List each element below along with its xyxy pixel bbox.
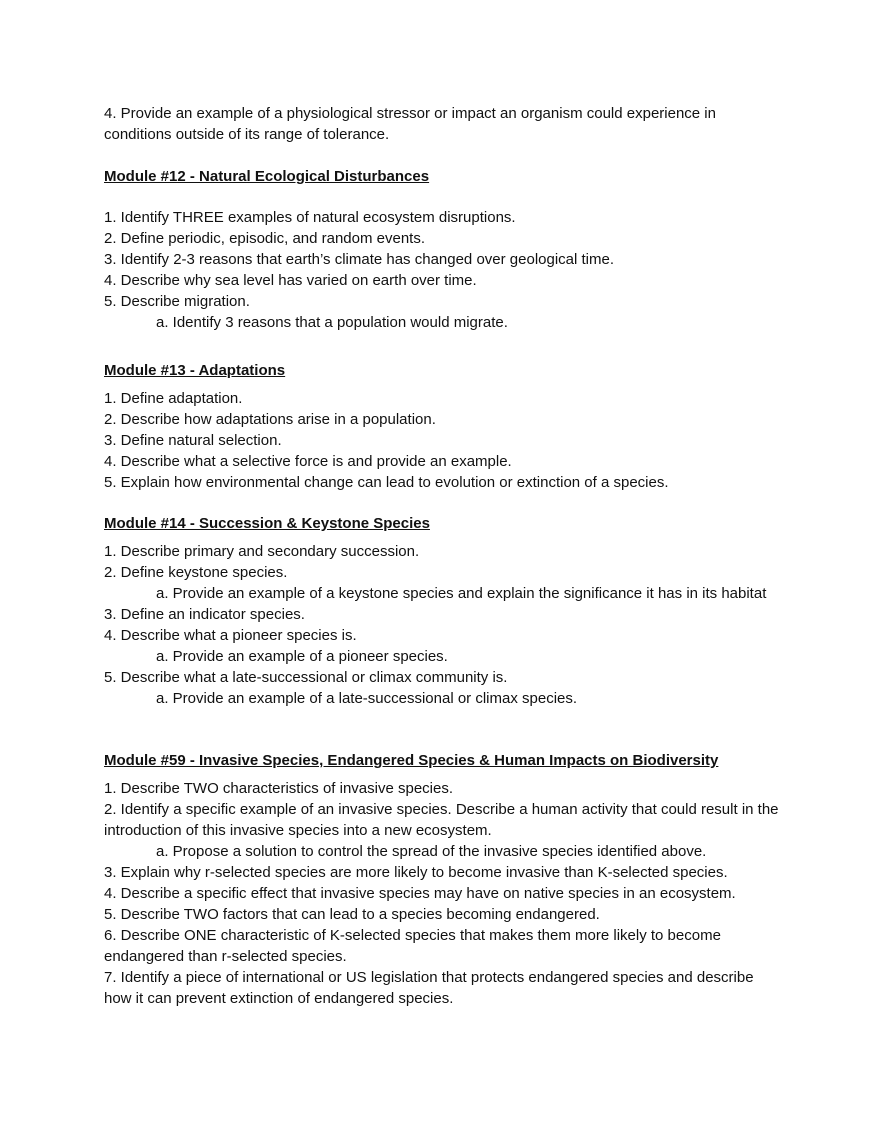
sub-question: a. Identify 3 reasons that a population would migrate. (156, 314, 508, 331)
question-item: 2. Identify a specific example of an invasive species. Describe a human activity that could result in the introduction of this invasive species into a new ecosystem. (104, 801, 779, 839)
intro-text: 4. Provide an example of a physiological stressor or impact an organism could experience in conditions outside of its range of tolerance. (104, 105, 716, 143)
question-item: 1. Describe primary and secondary succession. (104, 543, 420, 560)
question-item: 3. Explain why r-selected species are more likely to become invasive than K-selected species. (104, 864, 728, 881)
question-item: 3. Define natural selection. (104, 432, 282, 449)
question-item: 1. Define adaptation. (104, 390, 243, 407)
section-heading: Module #59 - Invasive Species, Endangered Species & Human Impacts on Biodiversity (104, 752, 719, 769)
question-item: 4. Describe what a selective force is and provide an example. (104, 453, 512, 470)
sub-question: a. Provide an example of a late-successional or climax species. (156, 690, 578, 707)
section-heading: Module #12 - Natural Ecological Disturbances (104, 168, 430, 185)
sub-question: a. Provide an example of a pioneer species. (156, 648, 448, 665)
question-item: 3. Define an indicator species. (104, 606, 305, 623)
section-heading: Module #13 - Adaptations (104, 362, 286, 379)
question-item: 2. Describe how adaptations arise in a population. (104, 411, 436, 428)
sub-question: a. Provide an example of a keystone species and explain the significance it has in its habitat (156, 585, 767, 602)
question-item: 5. Explain how environmental change can lead to evolution or extinction of a species. (104, 474, 669, 491)
question-list (104, 541, 780, 709)
sub-question: a. Propose a solution to control the spread of the invasive species identified above. (156, 843, 707, 860)
question-item: 4. Describe a specific effect that invasive species may have on native species in an ecosystem. (104, 885, 736, 902)
section-heading: Module #14 - Succession & Keystone Species (104, 515, 430, 532)
question-list (104, 207, 780, 333)
question-item: 4. Describe why sea level has varied on earth over time. (104, 272, 477, 289)
question-item: 1. Identify THREE examples of natural ecosystem disruptions. (104, 209, 516, 226)
question-item: 2. Define periodic, episodic, and random events. (104, 230, 426, 247)
question-item: 7. Identify a piece of international or US legislation that protects endangered species and describe how it can prevent extinction of endangered species. (104, 969, 754, 1007)
question-item: 4. Describe what a pioneer species is. (104, 627, 357, 644)
intro-question (104, 103, 780, 145)
question-list (104, 778, 780, 1009)
question-item: 5. Describe TWO factors that can lead to a species becoming endangered. (104, 906, 600, 923)
question-item: 1. Describe TWO characteristics of invasive species. (104, 780, 454, 797)
question-item: 3. Identify 2-3 reasons that earth’s climate has changed over geological time. (104, 251, 615, 268)
question-item: 5. Describe what a late-successional or climax community is. (104, 669, 508, 686)
question-item: 6. Describe ONE characteristic of K-selected species that makes them more likely to become endangered than r-selected species. (104, 927, 721, 965)
question-item: 2. Define keystone species. (104, 564, 288, 581)
question-list (104, 388, 780, 493)
question-item: 5. Describe migration. (104, 293, 250, 310)
